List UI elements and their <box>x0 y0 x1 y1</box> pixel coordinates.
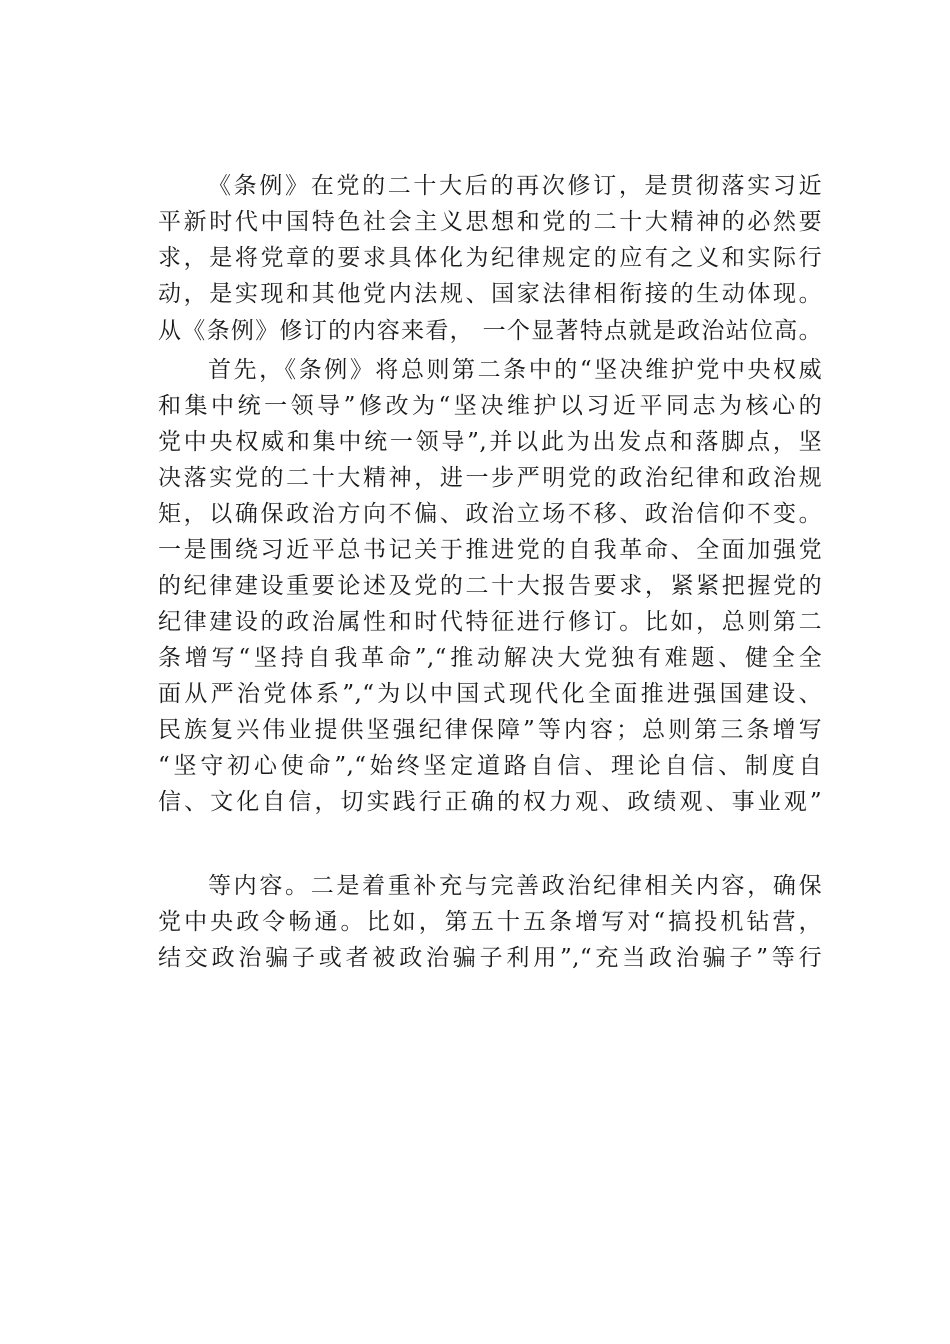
paragraph-2-line-6: 一是围绕习近平总书记关于推进党的自我革命、全面加强党 <box>158 537 822 563</box>
paragraph-2-line-10: 面从严治党体系”,“为以中国式现代化全面推进强国建设、 <box>158 681 822 707</box>
paragraph-2-line-11: 民族复兴伟业提供坚强纪律保障”等内容；总则第三条增写 <box>158 717 822 743</box>
paragraph-2-line-12: “坚守初心使命”,“始终坚定道路自信、理论自信、制度自 <box>158 753 822 779</box>
paragraph-3-line-2: 党中央政令畅通。比如，第五十五条增写对“搞投机钻营， <box>158 909 822 935</box>
paragraph-1-line-2: 平新时代中国特色社会主义思想和党的二十大精神的必然要 <box>158 209 822 235</box>
paragraph-2-line-5: 矩，以确保政治方向不偏、政治立场不移、政治信仰不变。 <box>158 501 822 527</box>
paragraph-2-line-13: 信、文化自信，切实践行正确的权力观、政绩观、事业观” <box>158 789 822 815</box>
paragraph-2-line-1: 首先，《条例》将总则第二条中的“坚决维护党中央权威 <box>208 357 822 383</box>
paragraph-2-line-2: 和集中统一领导”修改为“坚决维护以习近平同志为核心的 <box>158 393 822 419</box>
paragraph-1-line-3: 求，是将党章的要求具体化为纪律规定的应有之义和实际行 <box>158 245 822 271</box>
paragraph-2-line-7: 的纪律建设重要论述及党的二十大报告要求，紧紧把握党的 <box>158 573 822 599</box>
paragraph-1-line-4: 动，是实现和其他党内法规、国家法律相衔接的生动体现。 <box>158 281 822 307</box>
paragraph-1-line-5: 从《条例》修订的内容来看， 一个显著特点就是政治站位高。 <box>158 318 822 344</box>
paragraph-2-line-9: 条增写“坚持自我革命”,“推动解决大党独有难题、健全全 <box>158 645 822 671</box>
paragraph-2-line-3: 党中央权威和集中统一领导”,并以此为出发点和落脚点，坚 <box>158 429 822 455</box>
paragraph-2-line-8: 纪律建设的政治属性和时代特征进行修订。比如，总则第二 <box>158 609 822 635</box>
paragraph-2-line-4: 决落实党的二十大精神，进一步严明党的政治纪律和政治规 <box>158 465 822 491</box>
paragraph-1-line-1: 《条例》在党的二十大后的再次修订，是贯彻落实习近 <box>208 173 822 199</box>
paragraph-3-line-1: 等内容。二是着重补充与完善政治纪律相关内容，确保 <box>208 873 822 899</box>
paragraph-3-line-3: 结交政治骗子或者被政治骗子利用”,“充当政治骗子”等行 <box>158 945 822 971</box>
